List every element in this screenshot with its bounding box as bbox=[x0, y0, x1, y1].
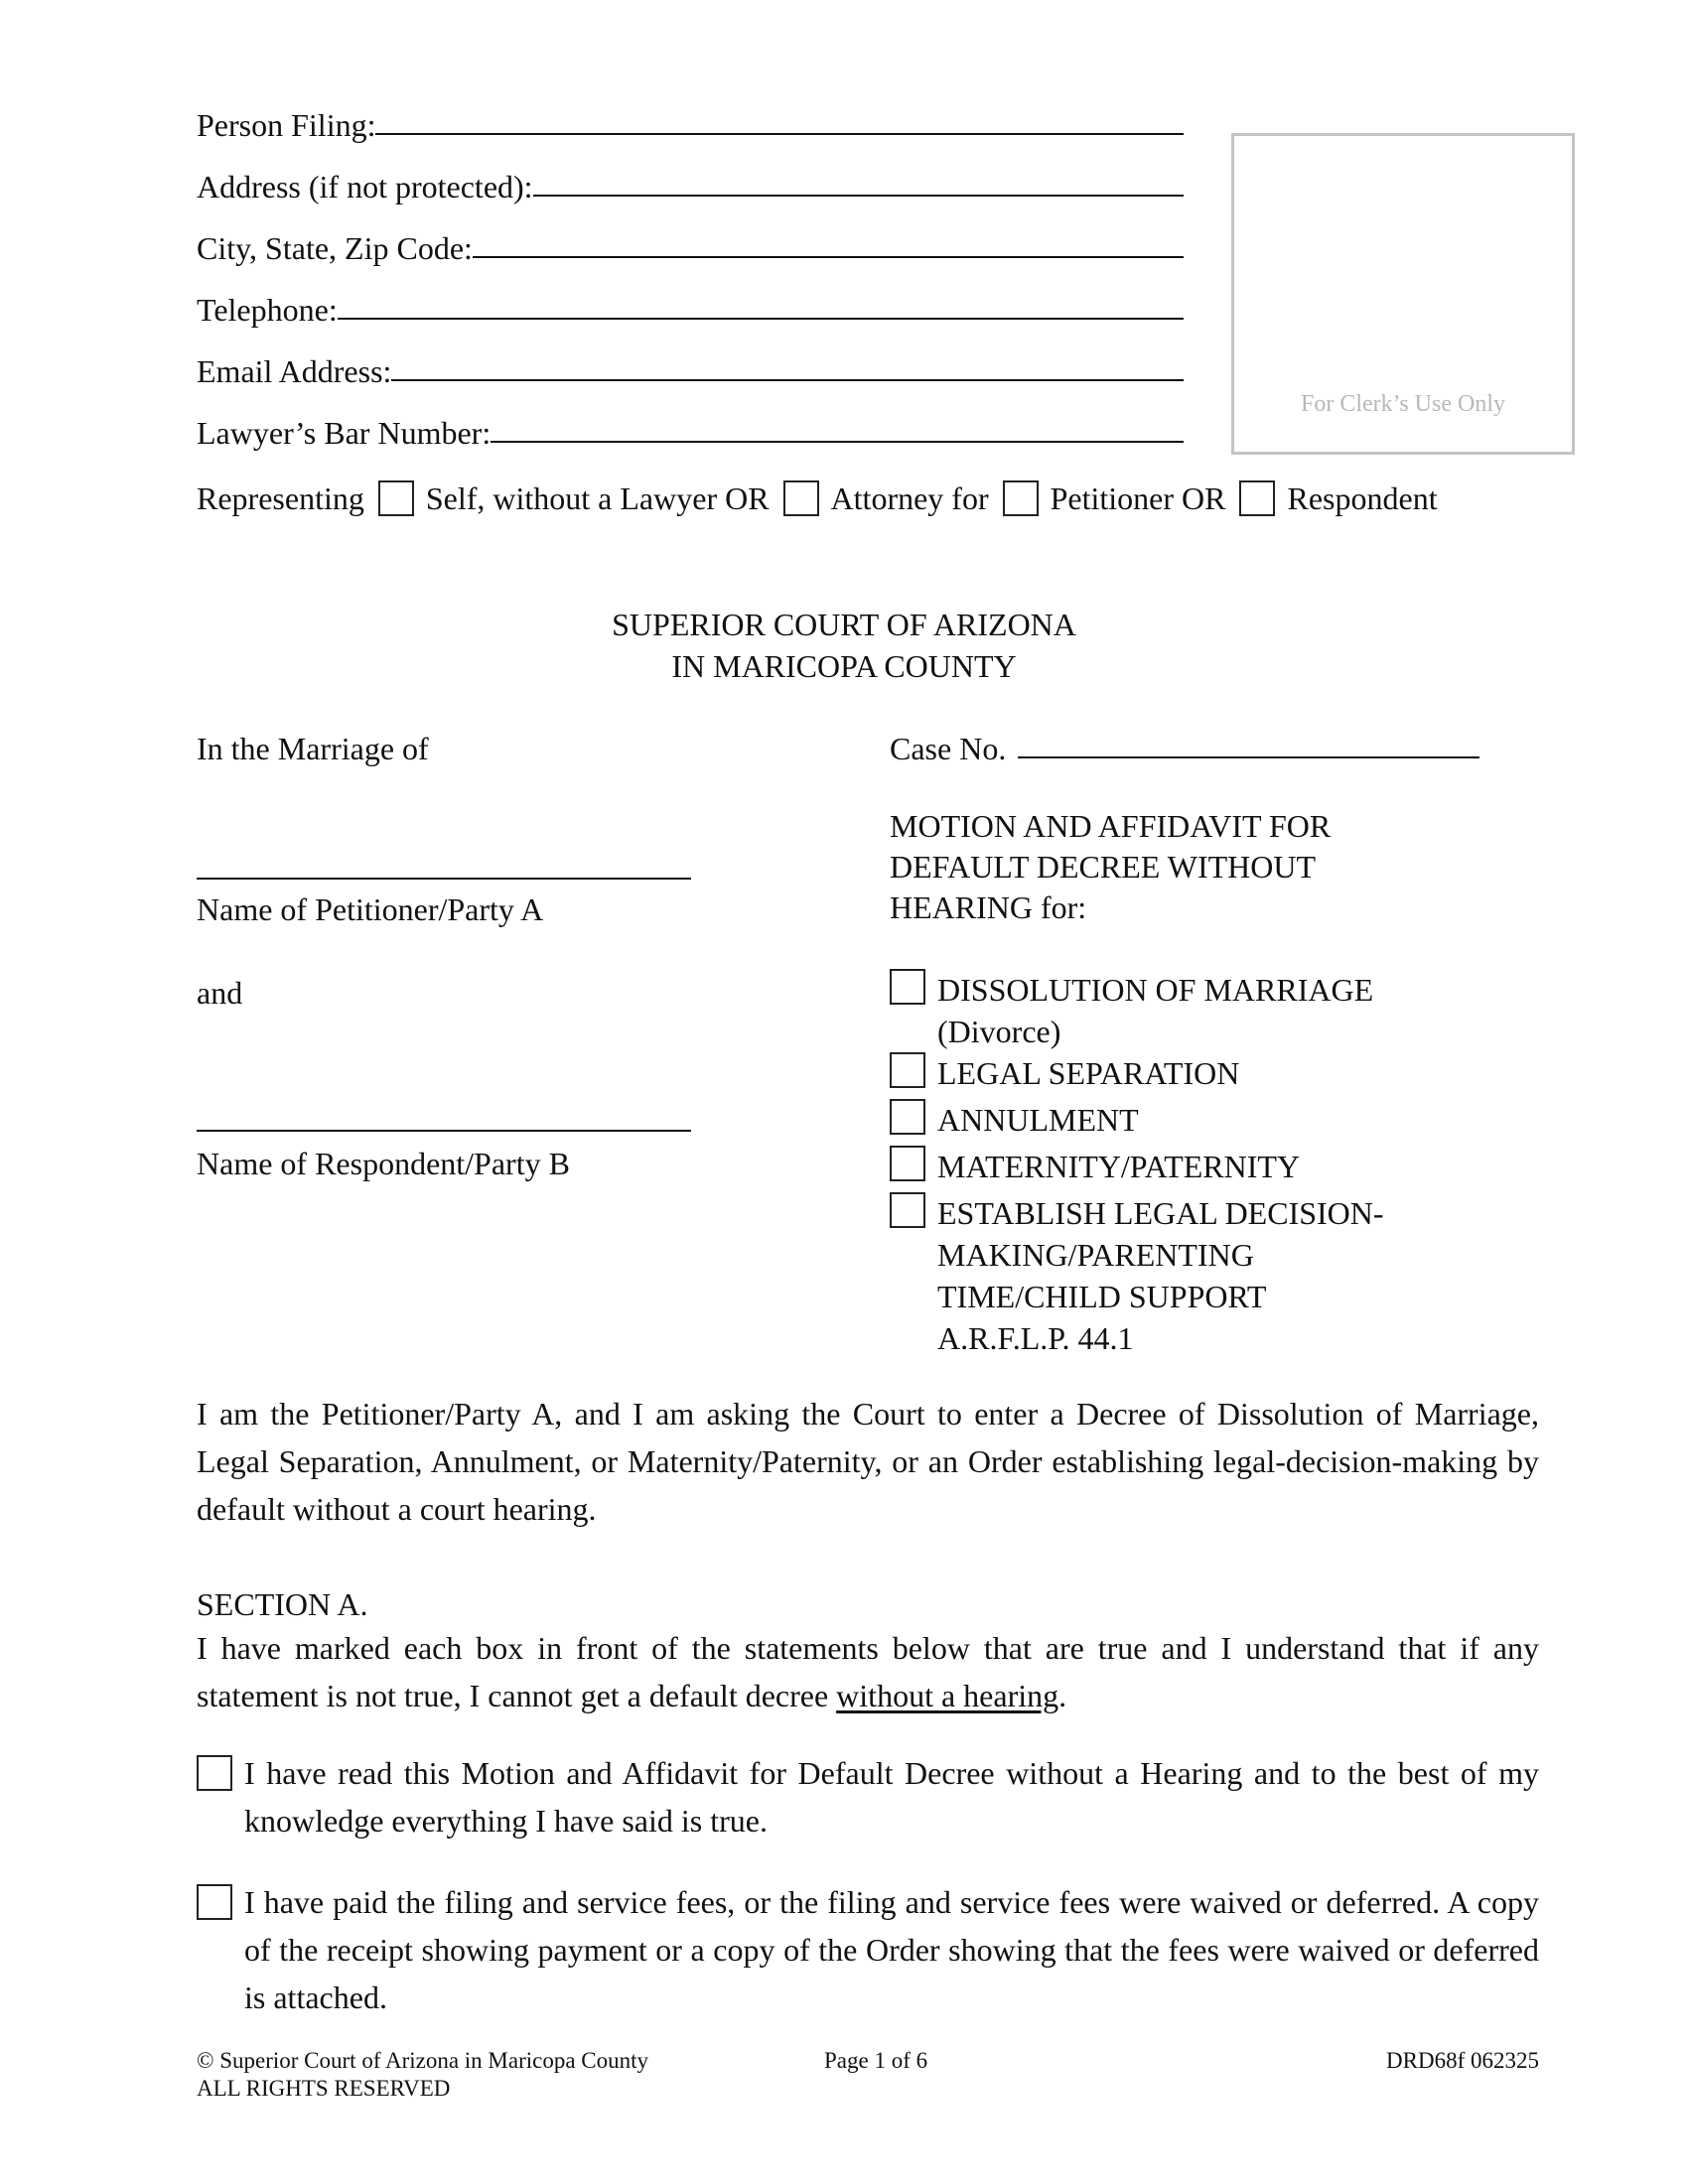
statement-fees-checkbox[interactable] bbox=[197, 1884, 232, 1920]
footer-form-code: DRD68f 062325 bbox=[1386, 2048, 1539, 2073]
option-annulment bbox=[890, 1099, 1525, 1141]
section-a-intro-period: . bbox=[1058, 1678, 1067, 1713]
respondent-name-line[interactable] bbox=[197, 1130, 691, 1132]
petitioner-label: Name of Petitioner/Party A bbox=[197, 891, 544, 927]
statement-read-checkbox[interactable] bbox=[197, 1755, 232, 1791]
option-maternity-paternity bbox=[890, 1146, 1525, 1187]
telephone-field bbox=[197, 290, 1184, 330]
footer-copyright: © Superior Court of Arizona in Maricopa County bbox=[197, 2048, 649, 2073]
annulment-label: ANNULMENT bbox=[937, 1102, 1139, 1138]
statement-fees-item bbox=[197, 1878, 1539, 2021]
telephone-line[interactable] bbox=[338, 318, 1184, 320]
respondent-label: Name of Respondent/Party B bbox=[197, 1146, 570, 1181]
self-checkbox[interactable] bbox=[378, 480, 414, 516]
legal-decision-making-line-2: MAKING/PARENTING bbox=[937, 1237, 1254, 1273]
legal-decision-making-line-4: A.R.F.L.P. 44.1 bbox=[937, 1320, 1134, 1356]
attorney-checkbox[interactable] bbox=[783, 480, 819, 516]
bar-number-field bbox=[197, 413, 1184, 453]
statement-fees-text: I have paid the filing and service fees, or the filing and service fees were waived or deferred. A copy of the receipt showing payment or a copy of the Order showing that the fees were waived or deferred is attached. bbox=[244, 1884, 1539, 2015]
court-heading bbox=[0, 604, 1688, 687]
email-line[interactable] bbox=[391, 379, 1184, 381]
maternity-paternity-label: MATERNITY/PATERNITY bbox=[937, 1149, 1301, 1184]
marriage-of-label: In the Marriage of bbox=[197, 731, 429, 766]
clerk-use-label: For Clerk’s Use Only bbox=[1301, 391, 1505, 417]
hearing-options bbox=[890, 969, 1525, 1359]
legal-decision-making-line-1: ESTABLISH LEGAL DECISION- bbox=[937, 1195, 1384, 1231]
address-line[interactable] bbox=[533, 195, 1184, 197]
person-filing-line[interactable] bbox=[375, 133, 1184, 135]
footer-rights: ALL RIGHTS RESERVED bbox=[197, 2076, 451, 2101]
email-field bbox=[197, 351, 1184, 391]
section-a-intro-text: I have marked each box in front of the statements below that are true and I understand that if any statement is not true, I cannot get a default decree bbox=[197, 1630, 1539, 1713]
dissolution-sublabel: (Divorce) bbox=[937, 1014, 1061, 1049]
statement-read-item bbox=[197, 1749, 1539, 1844]
statement-read-text: I have read this Motion and Affidavit for Default Decree without a Hearing and to the best of my knowledge everything I have said is true. bbox=[244, 1755, 1539, 1839]
option-legal-separation bbox=[890, 1052, 1525, 1094]
intro-paragraph: I am the Petitioner/Party A, and I am asking the Court to enter a Decree of Dissolution of Marriage, Legal Separation, Annulment, or Maternity/Paternity, or an Order establishing legal-decision-making by default without a court hearing. bbox=[197, 1396, 1539, 1527]
motion-title-line-2: DEFAULT DECREE WITHOUT bbox=[890, 849, 1317, 885]
clerk-use-box bbox=[1231, 133, 1575, 455]
court-line-2: IN MARICOPA COUNTY bbox=[671, 648, 1017, 684]
motion-title-line-1: MOTION AND AFFIDAVIT FOR bbox=[890, 808, 1332, 844]
dissolution-checkbox[interactable] bbox=[890, 969, 925, 1005]
self-label: Self, without a Lawyer OR bbox=[425, 480, 770, 516]
legal-decision-making-line-3: TIME/CHILD SUPPORT bbox=[937, 1279, 1267, 1314]
city-state-zip-line[interactable] bbox=[473, 256, 1184, 258]
case-number-label: Case No. bbox=[890, 731, 1007, 766]
section-a-intro bbox=[197, 1624, 1539, 1719]
telephone-label: Telephone: bbox=[197, 292, 338, 328]
address-label: Address (if not protected): bbox=[197, 169, 533, 205]
legal-separation-checkbox[interactable] bbox=[890, 1052, 925, 1088]
motion-title-line-3: HEARING for: bbox=[890, 889, 1087, 925]
option-legal-decision-making bbox=[890, 1192, 1525, 1359]
bar-number-line[interactable] bbox=[491, 441, 1184, 443]
petitioner-name-line[interactable] bbox=[197, 878, 691, 880]
email-label: Email Address: bbox=[197, 353, 392, 389]
petitioner-label: Petitioner OR bbox=[1050, 480, 1226, 516]
annulment-checkbox[interactable] bbox=[890, 1099, 925, 1135]
legal-decision-making-checkbox[interactable] bbox=[890, 1192, 925, 1228]
without-hearing-text: without a hearing bbox=[836, 1678, 1059, 1713]
attorney-label: Attorney for bbox=[830, 480, 989, 516]
address-field bbox=[197, 167, 1184, 206]
footer-left bbox=[197, 2047, 648, 2103]
and-label: and bbox=[197, 975, 243, 1011]
bar-number-label: Lawyer’s Bar Number: bbox=[197, 415, 492, 451]
footer-page-number: Page 1 of 6 bbox=[824, 2048, 928, 2073]
dissolution-label: DISSOLUTION OF MARRIAGE bbox=[937, 972, 1374, 1008]
case-number-line[interactable] bbox=[1018, 756, 1479, 758]
section-a-title: SECTION A. bbox=[197, 1586, 368, 1622]
respondent-label: Respondent bbox=[1287, 480, 1438, 516]
person-filing-field bbox=[197, 105, 1184, 145]
case-number-field bbox=[890, 729, 1479, 768]
city-state-zip-field bbox=[197, 228, 1184, 268]
option-dissolution bbox=[890, 969, 1525, 1052]
motion-title bbox=[890, 806, 1331, 928]
court-line-1: SUPERIOR COURT OF ARIZONA bbox=[612, 607, 1076, 642]
respondent-checkbox[interactable] bbox=[1239, 480, 1275, 516]
petitioner-checkbox[interactable] bbox=[1003, 480, 1039, 516]
representing-label: Representing bbox=[197, 480, 364, 516]
city-state-zip-label: City, State, Zip Code: bbox=[197, 230, 473, 266]
representing-row bbox=[197, 478, 1438, 518]
person-filing-label: Person Filing: bbox=[197, 107, 376, 143]
maternity-paternity-checkbox[interactable] bbox=[890, 1146, 925, 1181]
legal-separation-label: LEGAL SEPARATION bbox=[937, 1055, 1240, 1091]
